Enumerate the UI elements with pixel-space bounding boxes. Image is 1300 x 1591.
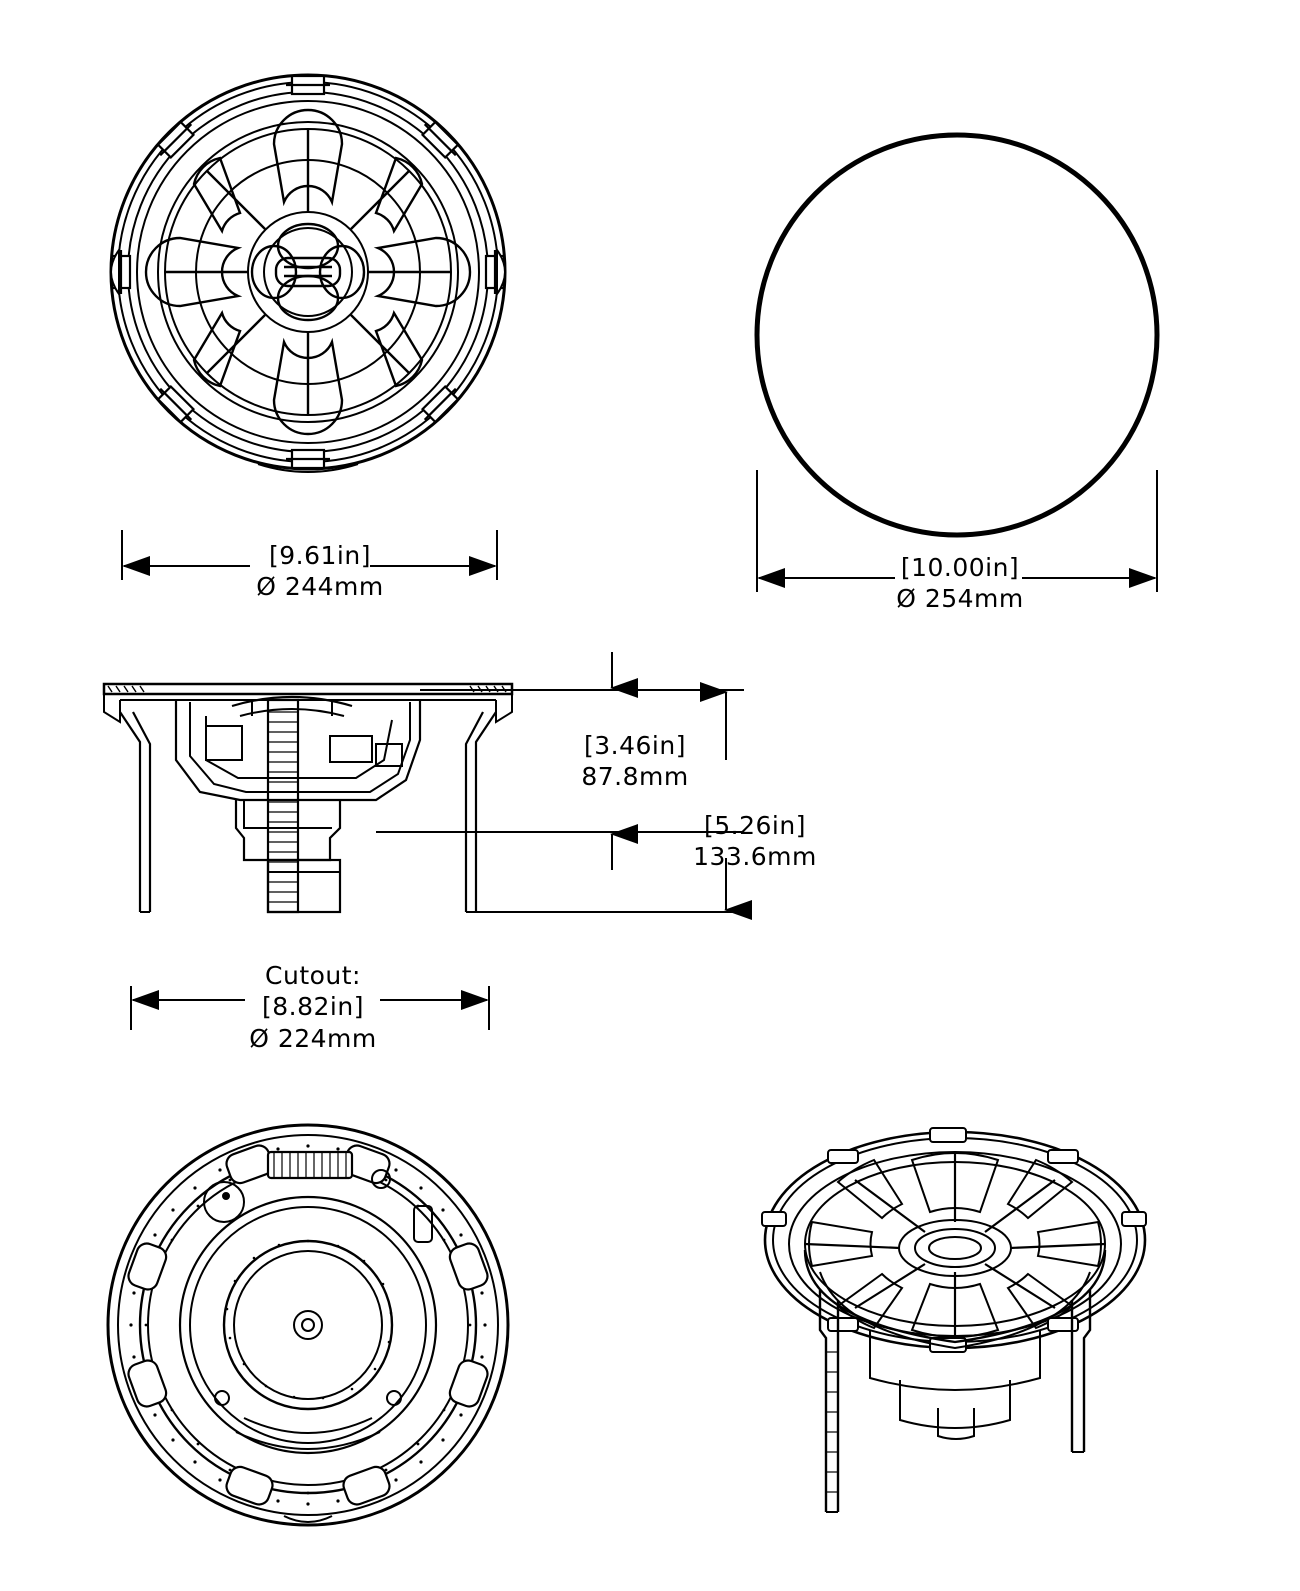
- diameter-symbol: Ø: [256, 572, 277, 602]
- cutout-metric-value: 224mm: [277, 1023, 377, 1053]
- label-depth-total: [620, 810, 890, 873]
- cutout-caption: Cutout:: [265, 961, 361, 990]
- bezel-diameter-metric-value: 254mm: [924, 584, 1024, 614]
- label-depth-upper: [500, 730, 770, 793]
- label-grille-diameter: [130, 540, 510, 603]
- bezel-diameter-metric: [760, 583, 1160, 614]
- side-section-view: [104, 684, 512, 912]
- diameter-symbol: Ø: [249, 1023, 270, 1053]
- rear-view: [108, 1125, 508, 1525]
- depth-total-metric: 133.6mm: [693, 842, 817, 872]
- depth-upper-metric: 87.8mm: [581, 762, 689, 792]
- isometric-view: [762, 1128, 1146, 1512]
- cutout-imperial: [8.82in]: [262, 992, 364, 1022]
- grille-diameter-imperial: [9.61in]: [269, 541, 371, 570]
- grille-outline-view: [757, 135, 1157, 535]
- label-bezel-diameter: [760, 552, 1160, 615]
- cutout-metric: [128, 1023, 498, 1054]
- bezel-diameter-imperial: [10.00in]: [900, 553, 1020, 582]
- grille-diameter-metric: [130, 571, 510, 602]
- label-cutout-diameter: [128, 960, 498, 1054]
- front-grille-view: [111, 75, 505, 472]
- grille-diameter-metric-value: 244mm: [284, 572, 384, 602]
- diameter-symbol: Ø: [896, 584, 917, 614]
- depth-upper-imperial: [3.46in]: [584, 731, 686, 760]
- depth-total-imperial: [5.26in]: [704, 811, 806, 840]
